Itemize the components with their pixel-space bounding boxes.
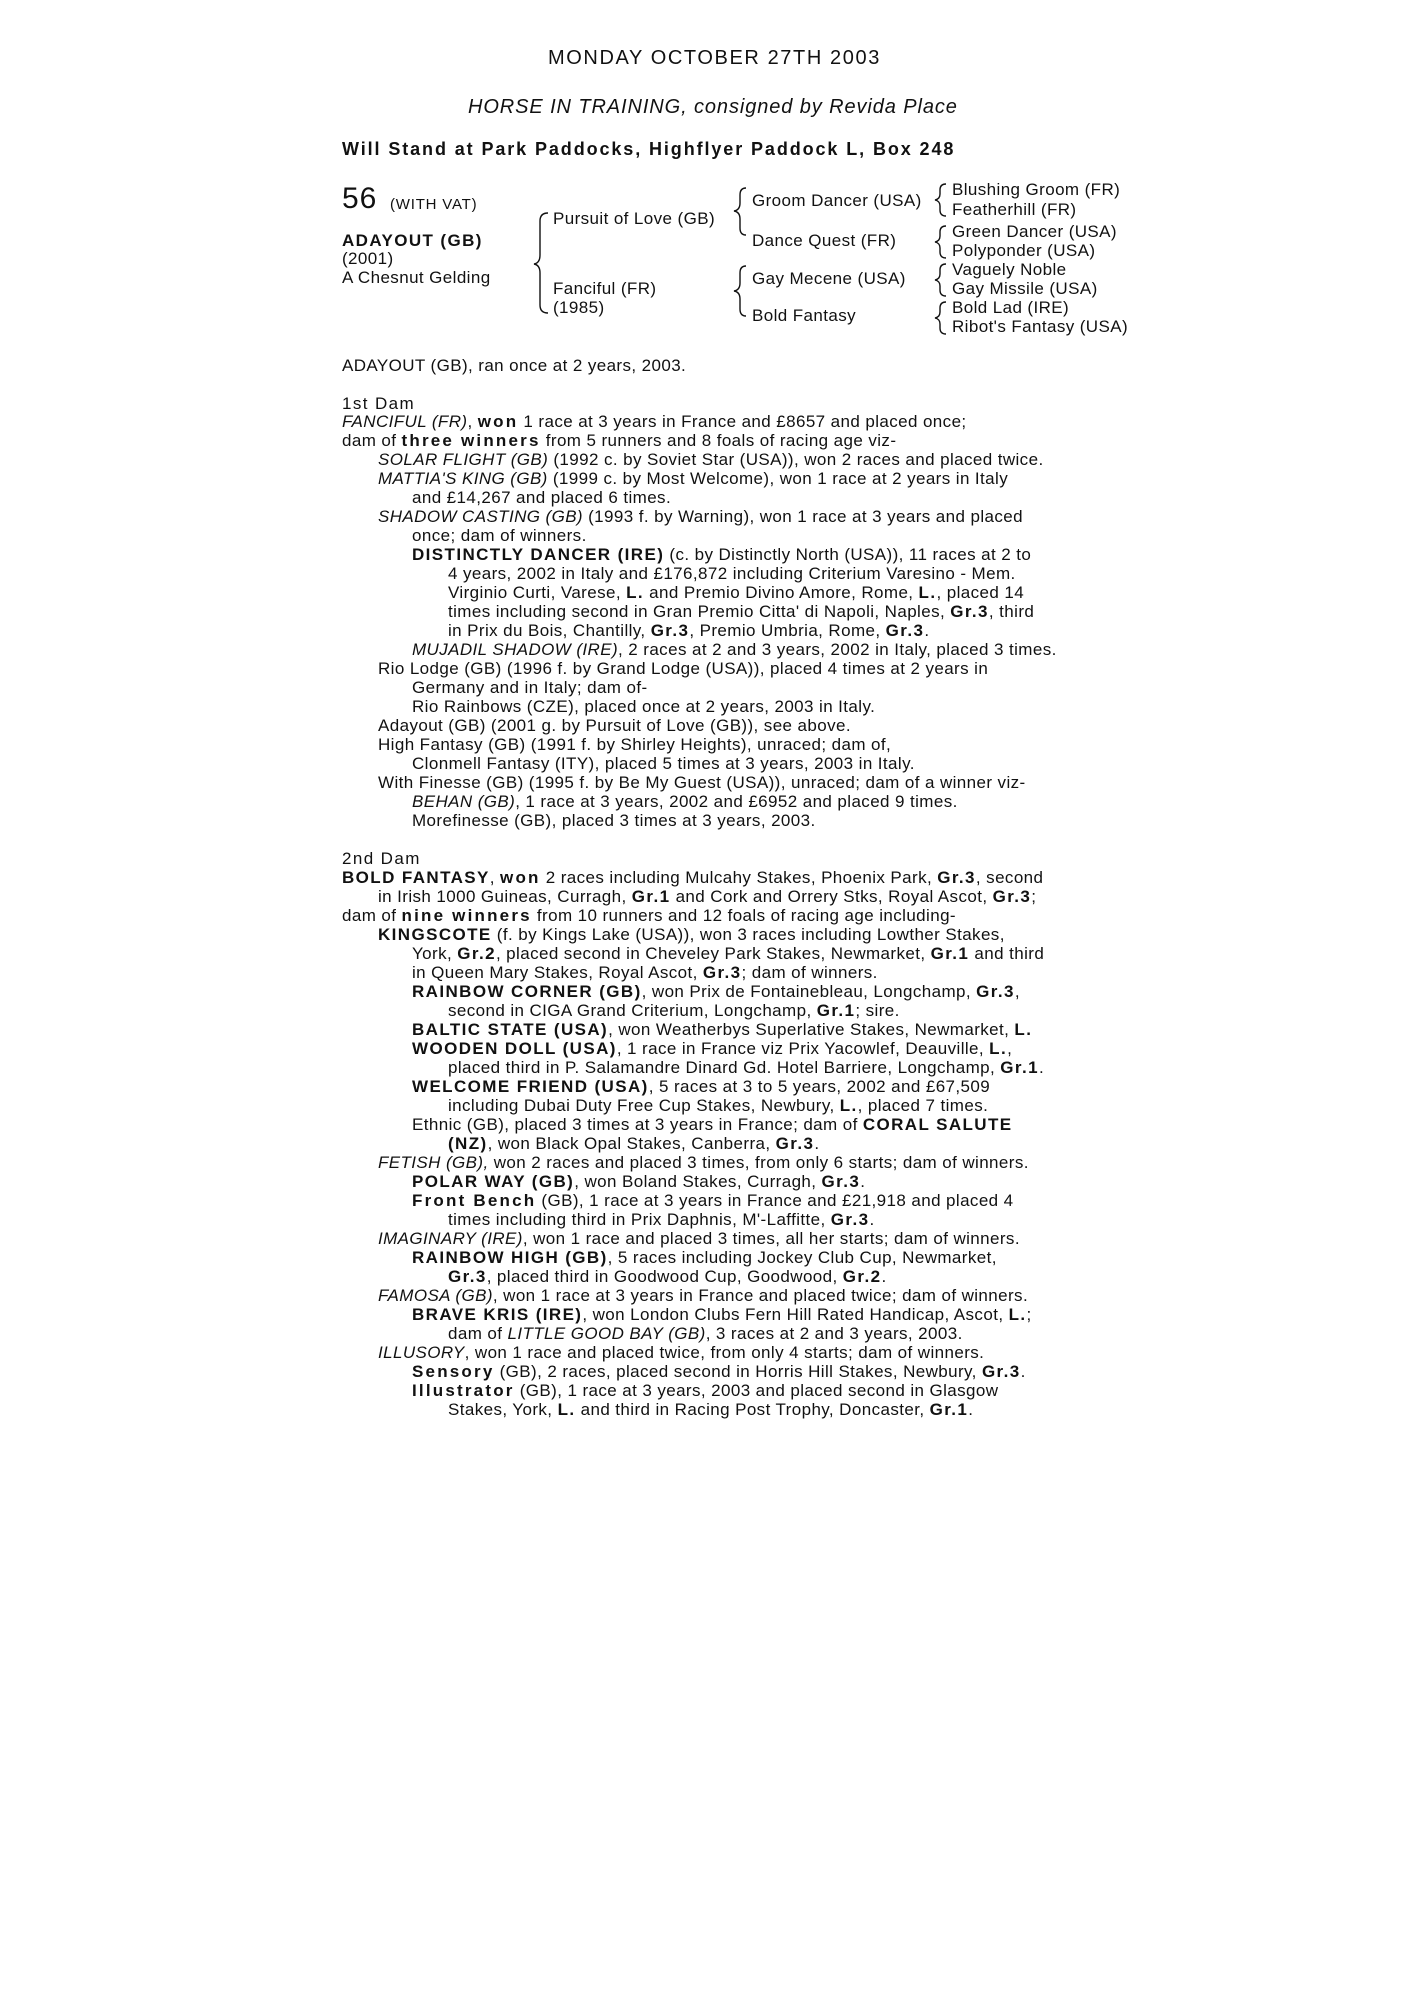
second-dam-line: FETISH (GB), won 2 races and placed 3 times, from only 6 starts; dam of winners. (378, 1153, 1029, 1172)
first-dam-line: Germany and in Italy; dam of- (412, 678, 648, 697)
second-dam-line: WELCOME FRIEND (USA), 5 races at 3 to 5 years, 2002 and £67,509 (412, 1077, 991, 1096)
pedigree-g6: Gay Missile (USA) (952, 279, 1098, 298)
pedigree-g2: Featherhill (FR) (952, 200, 1077, 219)
second-dam-line: FAMOSA (GB), won 1 race at 3 years in France and placed twice; dam of winners. (378, 1286, 1029, 1305)
first-dam-line: Clonmell Fantasy (ITY), placed 5 times at 3 years, 2003 in Italy. (412, 754, 915, 773)
lot-number: 56 (342, 182, 378, 215)
first-dam-line: MUJADIL SHADOW (IRE), 2 races at 2 and 3 years, 2002 in Italy, placed 3 times. (412, 640, 1057, 659)
pedigree-brackets (0, 0, 1413, 340)
second-dam-line: times including third in Prix Daphnis, M'-Laffitte, Gr.3. (448, 1210, 875, 1229)
second-dam-line: BALTIC STATE (USA), won Weatherbys Superlative Stakes, Newmarket, L. (412, 1020, 1033, 1039)
first-dam-line: times including second in Gran Premio Citta' di Napoli, Naples, Gr.3, third (448, 602, 1035, 621)
second-dam-line: KINGSCOTE (f. by Kings Lake (USA)), won 3 races including Lowther Stakes, (378, 925, 1005, 944)
second-dam-line: Sensory (GB), 2 races, placed second in Horris Hill Stakes, Newbury, Gr.3. (412, 1362, 1026, 1381)
second-dam-line: in Irish 1000 Guineas, Curragh, Gr.1 and Cork and Orrery Stks, Royal Ascot, Gr.3; (378, 887, 1037, 906)
second-dam-line: RAINBOW CORNER (GB), won Prix de Fontainebleau, Longchamp, Gr.3, (412, 982, 1020, 1001)
second-dam-line: second in CIGA Grand Criterium, Longchamp, Gr.1; sire. (448, 1001, 900, 1020)
pedigree-g3: Green Dancer (USA) (952, 222, 1117, 241)
first-dam-line: Morefinesse (GB), placed 3 times at 3 years, 2003. (412, 811, 816, 830)
first-dam-line: DISTINCTLY DANCER (IRE) (c. by Distinctly North (USA)), 11 races at 2 to (412, 545, 1032, 564)
first-dam-line: Rio Rainbows (CZE), placed once at 2 years, 2003 in Italy. (412, 697, 876, 716)
first-dam-line: Adayout (GB) (2001 g. by Pursuit of Love (GB)), see above. (378, 716, 851, 735)
first-dam-line: Rio Lodge (GB) (1996 f. by Grand Lodge (USA)), placed 4 times at 2 years in (378, 659, 989, 678)
consignment-title: HORSE IN TRAINING, consigned by Revida Place (468, 96, 958, 118)
pedigree-g1: Blushing Groom (FR) (952, 180, 1121, 199)
pedigree-dam-year: (1985) (553, 298, 605, 317)
first-dam-line: BEHAN (GB), 1 race at 3 years, 2002 and £6952 and placed 9 times. (412, 792, 958, 811)
second-dam-line: BRAVE KRIS (IRE), won London Clubs Fern Hill Rated Handicap, Ascot, L.; (412, 1305, 1032, 1324)
stand-location: Will Stand at Park Paddocks, Highflyer Paddock L, Box 248 (342, 139, 956, 159)
second-dam-line: POLAR WAY (GB), won Boland Stakes, Curragh, Gr.3. (412, 1172, 866, 1191)
second-dam-line: RAINBOW HIGH (GB), 5 races including Jockey Club Cup, Newmarket, (412, 1248, 997, 1267)
pedigree-sire-sire: Groom Dancer (USA) (752, 191, 922, 210)
second-dam-line: (NZ), won Black Opal Stakes, Canberra, Gr.3. (448, 1134, 820, 1153)
pedigree-dam-dam: Bold Fantasy (752, 306, 857, 325)
first-dam-line: once; dam of winners. (412, 526, 587, 545)
pedigree-dam-sire: Gay Mecene (USA) (752, 269, 906, 288)
second-dam-line: Ethnic (GB), placed 3 times at 3 years in France; dam of CORAL SALUTE (412, 1115, 1013, 1134)
horse-description: A Chesnut Gelding (342, 268, 491, 287)
first-dam-line: FANCIFUL (FR), won 1 race at 3 years in France and £8657 and placed once; (342, 412, 967, 431)
second-dam-line: dam of nine winners from 10 runners and 12 foals of racing age including- (342, 906, 956, 925)
pedigree-g5: Vaguely Noble (952, 260, 1067, 279)
second-dam-line: York, Gr.2, placed second in Cheveley Park Stakes, Newmarket, Gr.1 and third (412, 944, 1045, 963)
horse-name: ADAYOUT (GB) (342, 231, 483, 250)
second-dam-line: dam of LITTLE GOOD BAY (GB), 3 races at 2 and 3 years, 2003. (448, 1324, 963, 1343)
first-dam-line: With Finesse (GB) (1995 f. by Be My Guest (USA)), unraced; dam of a winner viz- (378, 773, 1026, 792)
pedigree-g7: Bold Lad (IRE) (952, 298, 1070, 317)
pedigree-dam: Fanciful (FR) (553, 279, 657, 298)
first-dam-line: in Prix du Bois, Chantilly, Gr.3, Premio Umbria, Rome, Gr.3. (448, 621, 930, 640)
first-dam-line: and £14,267 and placed 6 times. (412, 488, 672, 507)
second-dam-line: IMAGINARY (IRE), won 1 race and placed 3 times, all her starts; dam of winners. (378, 1229, 1020, 1248)
pedigree-g4: Polyponder (USA) (952, 241, 1096, 260)
first-dam-line: MATTIA'S KING (GB) (1999 c. by Most Welcome), won 1 race at 2 years in Italy (378, 469, 1009, 488)
first-dam-heading: 1st Dam (342, 394, 416, 413)
first-dam-line: High Fantasy (GB) (1991 f. by Shirley Heights), unraced; dam of, (378, 735, 892, 754)
second-dam-line: Front Bench (GB), 1 race at 3 years in France and £21,918 and placed 4 (412, 1191, 1014, 1210)
pedigree-g8: Ribot's Fantasy (USA) (952, 317, 1129, 336)
second-dam-line: Illustrator (GB), 1 race at 3 years, 2003 and placed second in Glasgow (412, 1381, 999, 1400)
second-dam-line: in Queen Mary Stakes, Royal Ascot, Gr.3; dam of winners. (412, 963, 878, 982)
second-dam-line: ILLUSORY, won 1 race and placed twice, from only 4 starts; dam of winners. (378, 1343, 985, 1362)
race-record-intro: ADAYOUT (GB), ran once at 2 years, 2003. (342, 356, 687, 375)
second-dam-heading: 2nd Dam (342, 849, 421, 868)
first-dam-line: dam of three winners from 5 runners and 8 foals of racing age viz- (342, 431, 897, 450)
pedigree-sire-dam: Dance Quest (FR) (752, 231, 897, 250)
horse-year: (2001) (342, 249, 394, 268)
second-dam-line: Gr.3, placed third in Goodwood Cup, Goodwood, Gr.2. (448, 1267, 887, 1286)
first-dam-line: SHADOW CASTING (GB) (1993 f. by Warning), won 1 race at 3 years and placed (378, 507, 1023, 526)
first-dam-line: Virginio Curti, Varese, L. and Premio Divino Amore, Rome, L., placed 14 (448, 583, 1025, 602)
second-dam-line: Stakes, York, L. and third in Racing Post Trophy, Doncaster, Gr.1. (448, 1400, 974, 1419)
lot-vat: (WITH VAT) (390, 196, 478, 213)
first-dam-line: 4 years, 2002 in Italy and £176,872 including Criterium Varesino - Mem. (448, 564, 1016, 583)
second-dam-line: placed third in P. Salamandre Dinard Gd. Hotel Barriere, Longchamp, Gr.1. (448, 1058, 1045, 1077)
sale-date: MONDAY OCTOBER 27TH 2003 (548, 47, 881, 69)
second-dam-line: BOLD FANTASY, won 2 races including Mulcahy Stakes, Phoenix Park, Gr.3, second (342, 868, 1044, 887)
first-dam-line: SOLAR FLIGHT (GB) (1992 c. by Soviet Star (USA)), won 2 races and placed twice. (378, 450, 1044, 469)
second-dam-line: including Dubai Duty Free Cup Stakes, Newbury, L., placed 7 times. (448, 1096, 989, 1115)
pedigree-sire: Pursuit of Love (GB) (553, 209, 716, 228)
second-dam-line: WOODEN DOLL (USA), 1 race in France viz Prix Yacowlef, Deauville, L., (412, 1039, 1013, 1058)
